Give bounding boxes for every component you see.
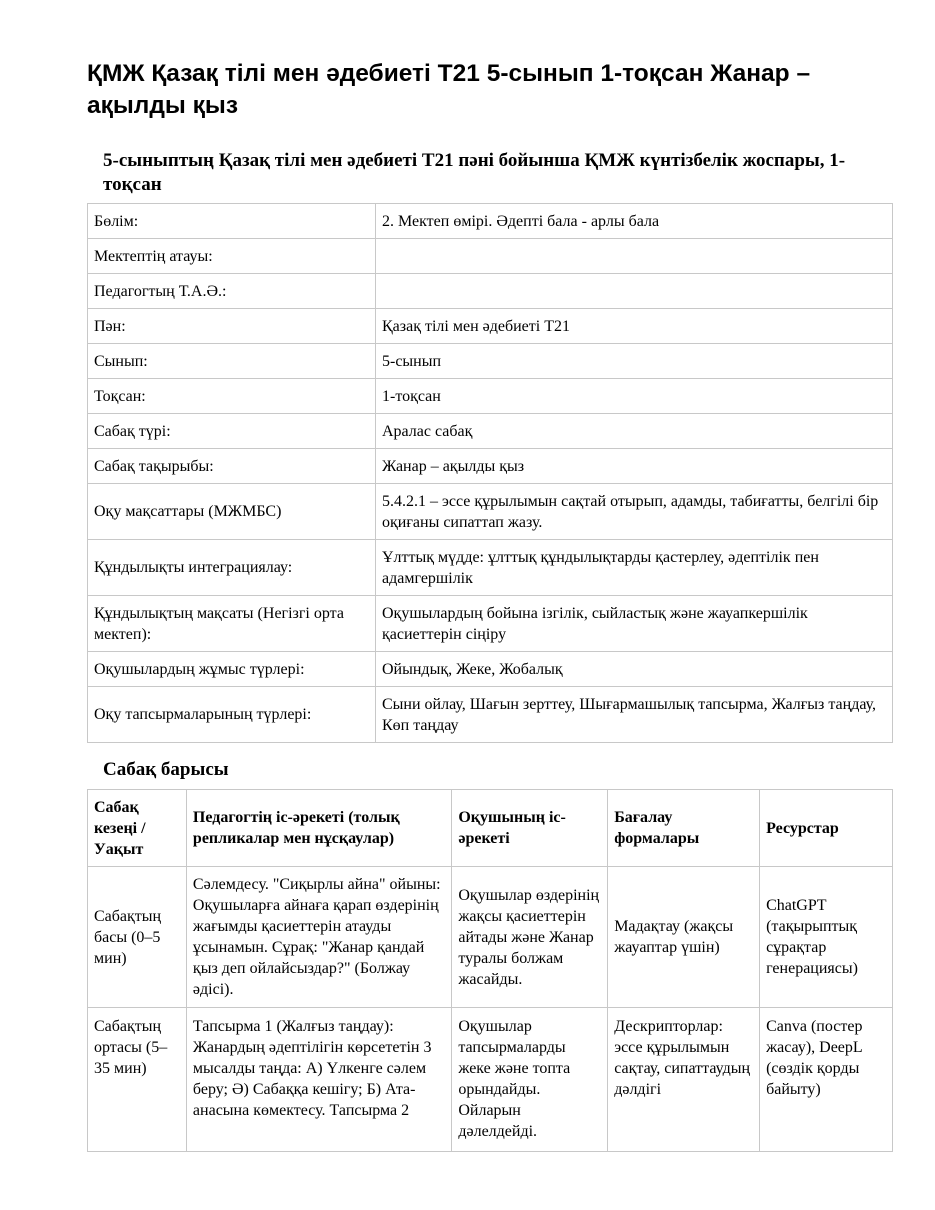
lesson-row [88, 867, 893, 1008]
info-value [376, 274, 893, 309]
info-value: 1-тоқсан [376, 379, 893, 414]
lesson-cell-stage: Сабақтың басы (0–5 мин) [88, 867, 187, 1008]
info-row [88, 540, 893, 596]
lesson-table [87, 789, 893, 1152]
lesson-heading: Сабақ барысы [103, 759, 229, 780]
info-label: Педагогтың Т.А.Ә.: [88, 274, 376, 309]
info-value: Ойындық, Жеке, Жобалық [376, 652, 893, 687]
info-row [88, 449, 893, 484]
info-label: Құндылықтың мақсаты (Негізгі орта мектеп): [88, 596, 376, 652]
info-label: Пән: [88, 309, 376, 344]
info-value: 5.4.2.1 – эссе құрылымын сақтай отырып, адамды, табиғатты, белгілі бір оқиғаны сипаттап жазу. [376, 484, 893, 540]
info-label: Бөлім: [88, 204, 376, 239]
lesson-cell-resources: ChatGPT (тақырыптық сұрақтар генерациясы) [760, 867, 893, 1008]
info-row [88, 652, 893, 687]
info-row [88, 309, 893, 344]
lesson-cell-teacher: Тапсырма 1 (Жалғыз таңдау): Жанардың әдептілігін көрсететін 3 мысалды таңда: А) Үлкенге сәлем беру; Ә) Сабаққа кешігу; Б) Ата-анасына көмектесу. Тапсырма 2 [186, 1008, 451, 1152]
info-row [88, 596, 893, 652]
info-row [88, 414, 893, 449]
document-title: ҚМЖ Қазақ тілі мен әдебиеті Т21 5-сынып 1-тоқсан Жанар – ақылды қыз [87, 60, 811, 119]
column-header-student: Оқушының іс-әрекеті [452, 790, 608, 867]
lesson-cell-assessment: Дескрипторлар: эссе құрылымын сақтау, сипаттаудың дәлдігі [608, 1008, 760, 1152]
info-row [88, 204, 893, 239]
info-row [88, 239, 893, 274]
info-row [88, 274, 893, 309]
info-row [88, 484, 893, 540]
info-label: Сабақ түрі: [88, 414, 376, 449]
lesson-cell-student: Оқушылар өздерінің жақсы қасиеттерін айтады және Жанар туралы болжам жасайды. [452, 867, 608, 1008]
info-value: Аралас сабақ [376, 414, 893, 449]
lesson-header-row [88, 790, 893, 867]
lesson-cell-stage: Сабақтың ортасы (5–35 мин) [88, 1008, 187, 1152]
info-table [87, 203, 893, 743]
info-value: Оқушылардың бойына ізгілік, сыйластық және жауапкершілік қасиеттерін сіңіру [376, 596, 893, 652]
info-row [88, 379, 893, 414]
info-value: Ұлттық мүдде: ұлттық құндылықтарды қастерлеу, әдептілік пен адамгершілік [376, 540, 893, 596]
document-subtitle: 5-сыныптың Қазақ тілі мен әдебиеті Т21 пәні бойынша ҚМЖ күнтізбелік жоспары, 1-тоқсан [103, 150, 846, 195]
info-value: Сыни ойлау, Шағын зерттеу, Шығармашылық тапсырма, Жалғыз таңдау, Көп таңдау [376, 687, 893, 743]
info-row [88, 687, 893, 743]
lesson-cell-resources: Canva (постер жасау), DeepL (сөздік қорды байыту) [760, 1008, 893, 1152]
info-label: Мектептің атауы: [88, 239, 376, 274]
lesson-cell-assessment: Мадақтау (жақсы жауаптар үшін) [608, 867, 760, 1008]
info-label: Оқу мақсаттары (МЖМБС) [88, 484, 376, 540]
info-value: 2. Мектеп өмірі. Әдепті бала - арлы бала [376, 204, 893, 239]
info-value [376, 239, 893, 274]
column-header-assessment: Бағалау формалары [608, 790, 760, 867]
info-label: Оқушылардың жұмыс түрлері: [88, 652, 376, 687]
info-label: Оқу тапсырмаларының түрлері: [88, 687, 376, 743]
info-value: Қазақ тілі мен әдебиеті Т21 [376, 309, 893, 344]
info-label: Құндылықты интеграциялау: [88, 540, 376, 596]
lesson-row [88, 1008, 893, 1152]
info-label: Сабақ тақырыбы: [88, 449, 376, 484]
lesson-cell-student: Оқушылар тапсырмаларды жеке және топта орындайды. Ойларын дәлелдейді. [452, 1008, 608, 1152]
info-value: Жанар – ақылды қыз [376, 449, 893, 484]
lesson-cell-teacher: Сәлемдесу. "Сиқырлы айна" ойыны: Оқушыларға айнаға қарап өздерінің жағымды қасиеттерін атауды ұсынамын. Сұрақ: "Жанар қандай қыз деп ойлайсыздар?" (Болжау әдісі). [186, 867, 451, 1008]
info-row [88, 344, 893, 379]
info-value: 5-сынып [376, 344, 893, 379]
column-header-teacher: Педагогтің іс-әрекеті (толық репликалар мен нұсқаулар) [186, 790, 451, 867]
info-label: Тоқсан: [88, 379, 376, 414]
info-label: Сынып: [88, 344, 376, 379]
column-header-stage: Сабақ кезеңі / Уақыт [88, 790, 187, 867]
column-header-resources: Ресурстар [760, 790, 893, 867]
